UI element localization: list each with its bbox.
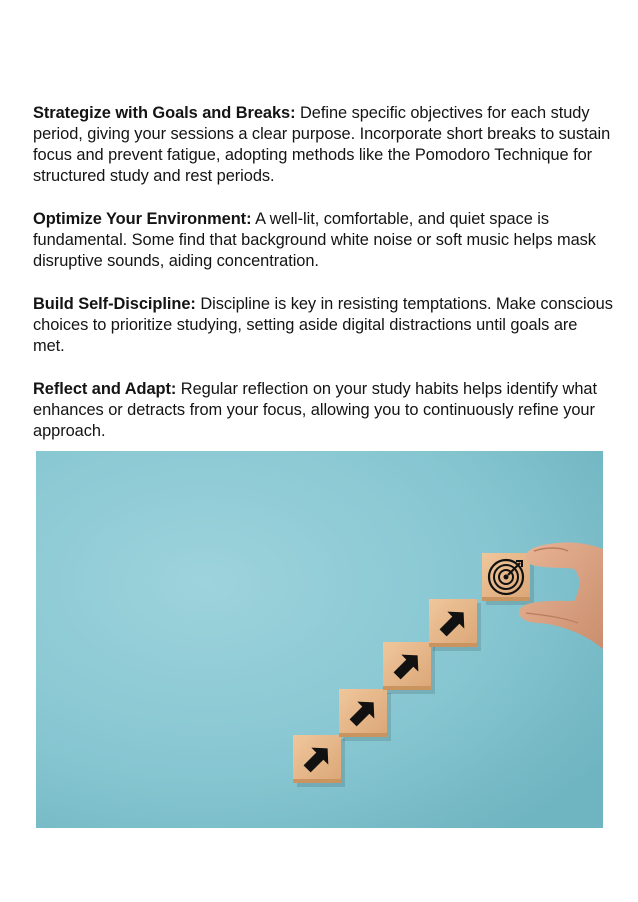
section-goals-breaks [33,103,613,187]
target-icon [489,560,523,594]
section-body: Discipline is key in resisting temptations. Make conscious choices to prioritize studying, setting aside digital distractions until goals are met. [33,295,613,355]
wooden-block [429,599,481,651]
section-heading: Optimize Your Environment: [33,210,252,228]
section-heading: Strategize with Goals and Breaks: [33,104,296,122]
section-body: Regular reflection on your study habits helps identify what enhances or detracts from your focus, allowing you to continuously refine your approach. [33,380,597,440]
section-heading: Reflect and Adapt: [33,380,177,398]
wooden-block [482,553,534,605]
section-reflect-adapt [33,379,613,442]
section-body: A well-lit, comfortable, and quiet space is fundamental. Some find that background white noise or soft music helps mask disruptive sounds, aiding concentration. [33,210,596,270]
section-body: Define specific objectives for each study period, giving your sessions a clear purpose. Incorporate short breaks to sustain focus and prevent fatigue, adopting methods like the Pomodoro Technique for structured study and rest periods. [33,104,611,185]
section-heading: Build Self-Discipline: [33,295,196,313]
wooden-block [293,735,345,787]
section-self-discipline [33,294,613,357]
section-environment [33,209,613,272]
article-body [33,103,613,464]
wooden-block [339,689,391,741]
wooden-block [383,642,435,694]
staircase-blocks-photo [36,451,603,828]
